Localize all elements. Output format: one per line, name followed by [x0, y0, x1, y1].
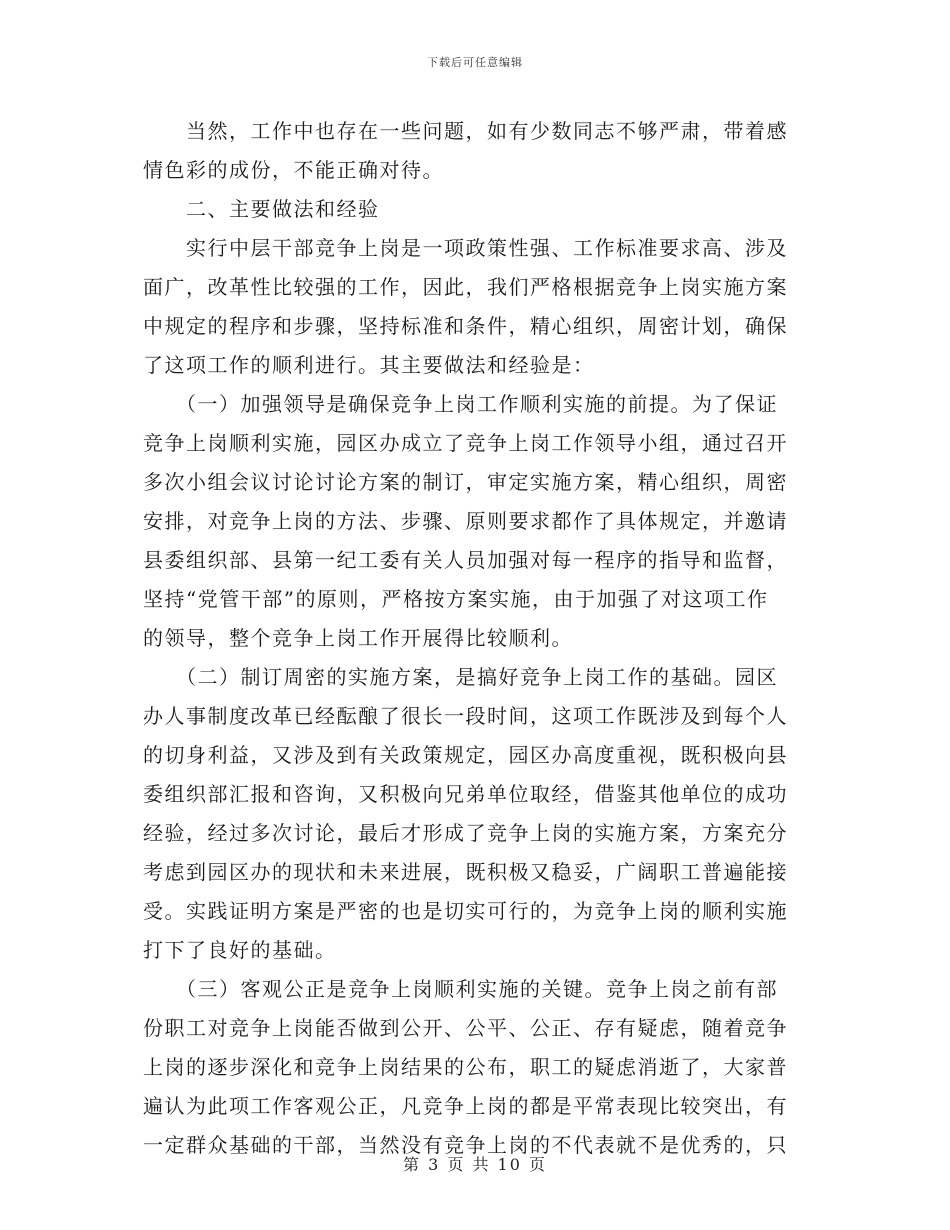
text-line: 坚持“党管干部”的原则，严格按方案实施，由于加强了对这项工作 [143, 587, 769, 611]
text-line: 考虑到园区办的现状和未来进展，既积极又稳妥，广阔职工普遍能接 [143, 860, 788, 884]
text-line: 面广，改革性比较强的工作，因此，我们严格根据竞争上岗实施方案 [143, 275, 788, 299]
text-line: （二）制订周密的实施方案，是搞好竞争上岗工作的基础。园区 [143, 665, 778, 689]
text-line: （三）客观公正是竞争上岗顺利实施的关键。竞争上岗之前有部 [143, 977, 778, 1001]
text-line: 一定群众基础的干部，当然没有竞争上岗的不代表就不是优秀的，只 [143, 1133, 788, 1157]
text-line: 多次小组会议讨论讨论方案的制订，审定实施方案，精心组织，周密 [143, 470, 788, 494]
text-line: 安排，对竞争上岗的方法、步骤、原则要求都作了具体规定，并邀请 [143, 509, 788, 533]
text-line: 当然，工作中也存在一些问题，如有少数同志不够严肃，带着感 [143, 119, 788, 143]
text-line: 份职工对竞争上岗能否做到公开、公平、公正、存有疑虑，随着竞争 [143, 1016, 788, 1040]
document-body [143, 112, 797, 1165]
text-line: 实行中层干部竞争上岗是一项政策性强、工作标准要求高、涉及 [143, 236, 788, 260]
text-line: 上岗的逐步深化和竞争上岗结果的公布，职工的疑虑消逝了，大家普 [143, 1055, 788, 1079]
text-line: 情色彩的成份，不能正确对待。 [143, 158, 444, 182]
text-line: 县委组织部、县第一纪工委有关人员加强对每一程序的指导和监督， [143, 548, 788, 572]
text-line: 委组织部汇报和咨询，又积极向兄弟单位取经，借鉴其他单位的成功 [143, 782, 788, 806]
text-line: 遍认为此项工作客观公正，凡竞争上岗的都是平常表现比较突出，有 [143, 1094, 788, 1118]
text-line: （一）加强领导是确保竞争上岗工作顺利实施的前提。为了保证 [143, 392, 778, 416]
text-line: 办人事制度改革已经酝酿了很长一段时间，这项工作既涉及到每个人 [143, 704, 788, 728]
text-line: 受。实践证明方案是严密的也是切实可行的，为竞争上岗的顺利实施 [143, 899, 788, 923]
page-number-footer: 第 3 页 共 10 页 [403, 1155, 547, 1174]
text-line: 经验，经过多次讨论，最后才形成了竞争上岗的实施方案，方案充分 [143, 821, 788, 845]
text-line: 中规定的程序和步骤，坚持标准和条件，精心组织，周密计划，确保 [143, 314, 788, 338]
section-heading: 二、主要做法和经验 [143, 197, 380, 221]
text-line: 竞争上岗顺利实施，园区办成立了竞争上岗工作领导小组，通过召开 [143, 431, 788, 455]
text-line: 的领导，整个竞争上岗工作开展得比较顺利。 [143, 626, 573, 650]
text-line: 了这项工作的顺利进行。其主要做法和经验是： [143, 353, 595, 377]
text-line: 打下了良好的基础。 [143, 938, 337, 962]
page-header-note: 下载后可任意编辑 [427, 56, 523, 69]
text-line: 的切身利益，又涉及到有关政策规定，园区办高度重视，既积极向县 [143, 743, 788, 767]
